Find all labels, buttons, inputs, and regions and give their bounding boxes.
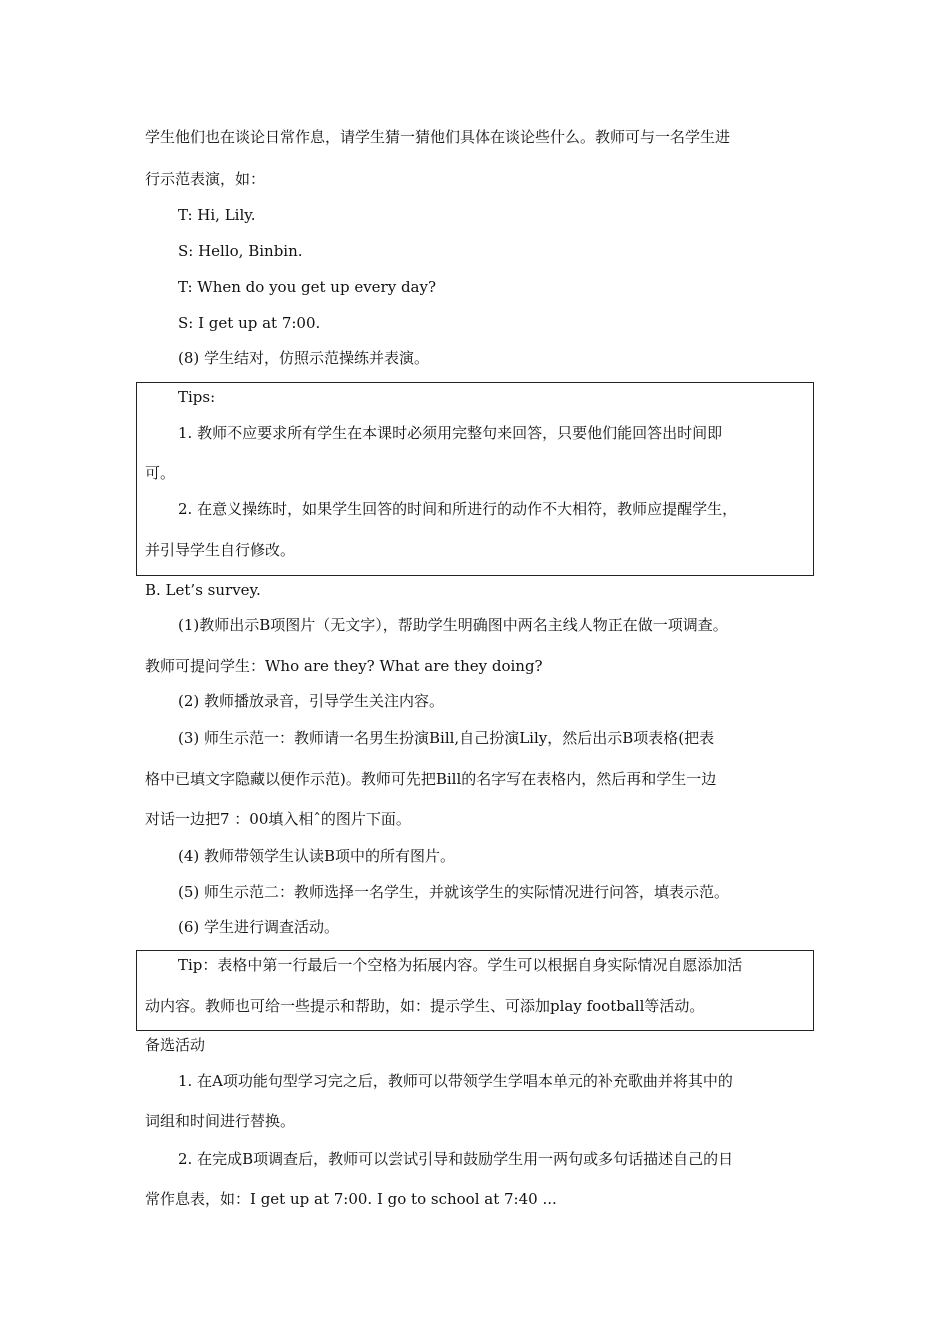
text-line: 2. 在完成B项调查后，教师可以尝试引导和鼓励学生用一两句或多句话描述自己的日 bbox=[178, 1150, 734, 1168]
text-line: 对话一边把7 ：00填入相ˆ的图片下面。 bbox=[145, 810, 411, 828]
text-line: 并引导学生自行修改。 bbox=[145, 541, 296, 559]
text-line: S: Hello, Binbin. bbox=[178, 242, 303, 260]
text-line: 常作息表，如：I get up at 7:00. I go to school at 7:40 ... bbox=[145, 1190, 557, 1208]
text-line: (5) 师生示范二：教师选择一名学生，并就该学生的实际情况进行问答，填表示范。 bbox=[178, 883, 730, 901]
text-line: 词组和时间进行替换。 bbox=[145, 1112, 296, 1130]
text-line: S: I get up at 7:00. bbox=[178, 314, 321, 332]
text-line: Tips: bbox=[178, 388, 216, 406]
text-line: T: When do you get up every day? bbox=[178, 278, 437, 296]
text-line: 动内容。教师也可给一些提示和帮助，如：提示学生、可添加play football等活动。 bbox=[145, 997, 705, 1015]
text-line: 备选活动 bbox=[145, 1036, 206, 1054]
text-line: (1)教师出示B项图片（无文字），帮助学生明确图中两名主线人物正在做一项调查。 bbox=[178, 616, 728, 634]
text-line: B. Let’s survey. bbox=[145, 581, 261, 599]
text-line: 教师可提问学生：Who are they? What are they doing? bbox=[145, 657, 543, 675]
text-line: 行示范表演，如： bbox=[145, 170, 266, 188]
text-line: 格中已填文字隐藏以便作示范)。教师可先把Bill的名字写在表格内，然后再和学生一边 bbox=[145, 770, 717, 788]
text-line: 2. 在意义操练时，如果学生回答的时间和所进行的动作不大相符，教师应提醒学生， bbox=[178, 500, 738, 518]
text-line: 可。 bbox=[145, 464, 176, 482]
text-line: (4) 教师带领学生认读B项中的所有图片。 bbox=[178, 847, 456, 865]
text-line: 1. 在A项功能句型学习完之后，教师可以带领学生学唱本单元的补充歌曲并将其中的 bbox=[178, 1072, 733, 1090]
text-line: 学生他们也在谈论日常作息，请学生猜一猜他们具体在谈论些什么。教师可与一名学生进 bbox=[145, 128, 731, 146]
text-line: T: Hi, Lily. bbox=[178, 206, 256, 224]
text-line: Tip：表格中第一行最后一个空格为拓展内容。学生可以根据自身实际情况自愿添加活 bbox=[178, 956, 743, 974]
text-line: (6) 学生进行调查活动。 bbox=[178, 918, 340, 936]
text-line: 1. 教师不应要求所有学生在本课时必须用完整句来回答，只要他们能回答出时间即 bbox=[178, 424, 723, 442]
text-line: (3) 师生示范一：教师请一名男生扮演Bill,自己扮演Lily，然后出示B项表格(把表 bbox=[178, 729, 715, 747]
text-line: (8) 学生结对，仿照示范操练并表演。 bbox=[178, 349, 430, 367]
text-line: (2) 教师播放录音，引导学生关注内容。 bbox=[178, 692, 445, 710]
